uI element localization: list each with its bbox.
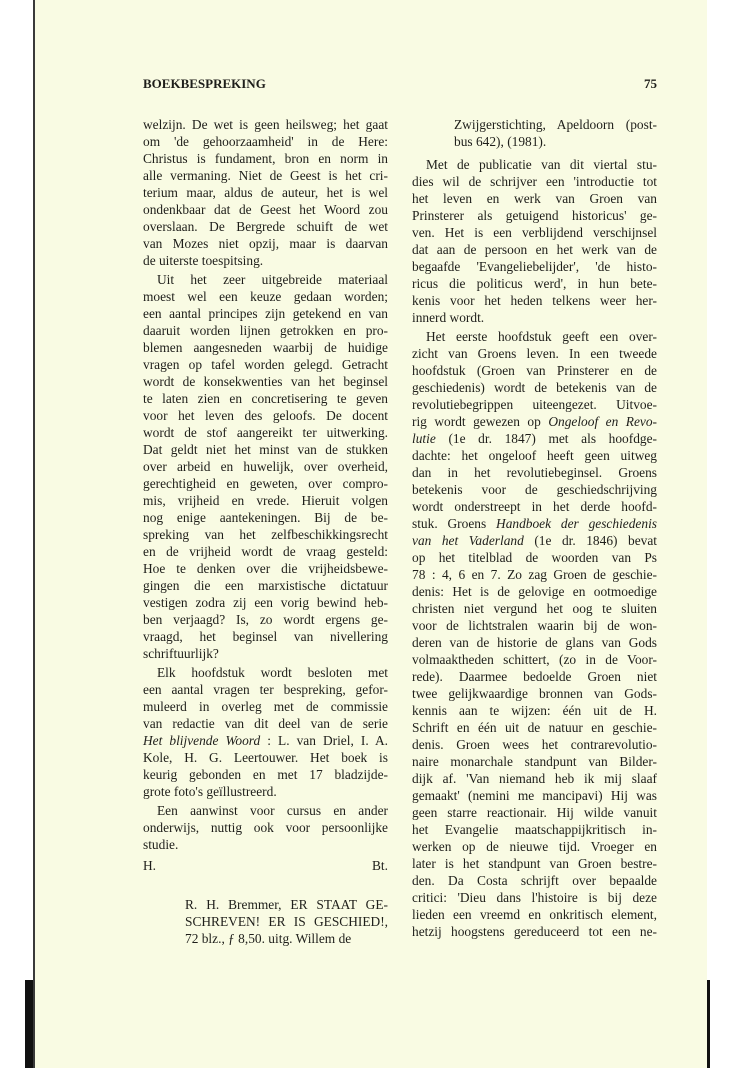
text-line: lieden een vreemd en onkritisch element, [412,907,657,922]
paragraph [143,664,388,800]
text-line: het leven en werk van Groen van [412,191,657,206]
text-line: daaruit worden lijnen getrokken en pro- [143,323,388,338]
text-line: Schrift en één uit de natuur en geschie- [412,720,657,735]
text-line: en de vrijheid wordt de vraag gesteld: [143,544,388,559]
text-line: keurig gebonden en met 17 bladzijde- [143,767,388,782]
right-column [412,116,657,942]
text-line: spreking van het zelfbeschikkingsrecht [143,527,388,542]
text-segment: rig wordt gewezen op [412,414,549,429]
text-line: terium maar, aldus de auteur, het is wel [143,185,388,200]
paragraph [143,802,388,853]
text-line: blemen aangesneden waarbij de huidige [143,340,388,355]
text-line: grote foto's geïllustreerd. [143,784,277,799]
text-line [412,430,657,447]
text-line: rede). Daarmee bedoelde Groen niet [412,669,657,684]
text-line: Een aanwinst voor cursus en ander [157,803,388,818]
text-line: mis, vrijheid en vrede. Hieruit volgen [143,493,388,508]
text-line: Prinsterer als getuigend historicus' ge- [412,208,657,223]
text-line: onderwijs, nuttig ook voor persoonlijke [143,820,388,835]
text-line: 78 : 4, 6 en 7. Zo zag Groen de geschie- [412,567,657,582]
text-line [143,732,388,749]
signature-initial: H. [143,858,157,873]
text-line: dan in het revolutiebeginsel. Groens [412,465,657,480]
text-line: alle vermaning. Niet de Geest is het cri- [143,168,388,183]
paragraph [143,116,388,269]
text-line: Hoe te denken over die vrijheidsbewe- [143,561,388,576]
text-line: christen niet vergund het oog te sluiten [412,601,657,616]
review-heading [143,896,388,947]
italic-title: Handboek der geschiedenis [496,516,658,531]
running-header: BOEKBESPREKING [143,76,266,91]
text-line: revolutiebegrippen uiteengezet. Uitvoe- [412,397,657,412]
text-line [412,413,657,430]
text-line: zicht van Groens leven. In een tweede [412,346,657,361]
text-line: begaafde 'Evangeliebelijder', 'de histo- [412,259,657,274]
text-line: over arbeid en huwelijk, over overheid, [143,459,388,474]
text-segment: (1e dr. 1846) bevat [523,533,657,548]
text-line: ben verjaagd? Is, zo wordt ergens ge- [143,612,388,627]
text-line: Met de publicatie van dit viertal stu- [426,157,657,172]
paragraph [412,328,657,940]
italic-title: Ongeloof en Revo- [548,414,658,429]
text-line: gemaakt' (nemini me mancipavi) Hij was [412,788,657,803]
right-paragraphs [412,156,657,940]
paragraph [412,156,657,326]
text-line: Elk hoofdstuk wordt besloten met [157,665,388,680]
text-line: geschiedenis) wordt de betekenis van de [412,380,657,395]
text-line: naire monarchale standpunt van Bilder- [412,754,657,769]
text-segment: (1e dr. 1847) met als hoofdge- [435,431,657,446]
scanned-page [33,0,707,1068]
text-line: bus 642), (1981). [454,134,547,149]
text-line: voor het leven des geloofs. De docent [143,408,388,423]
text-line: wordt onderstreept in het derde hoofd- [412,499,657,514]
text-line: Dat geldt niet het minst van de stukken [143,442,388,457]
text-line: vraagd, het beginsel van nivellering [143,629,388,644]
text-line: Uit het zeer uitgebreide materiaal [157,272,388,287]
text-line: volmaaktheden schittert, (zo in de Voor- [412,652,657,667]
text-line: een aantal principes zijn getekend en van [143,306,388,321]
text-line: geen starre reactionair. Hij wilde vanuit [412,805,657,820]
text-line: vestigen zodra zij een vorig bewind heb- [143,595,388,610]
text-line: dies wil de schrijver een 'introductie tot [412,174,657,189]
text-line: op het titelblad de woorden van Ps [412,550,657,565]
text-line: de uiterste toespitsing. [143,253,264,268]
left-column [143,116,388,947]
text-line: Zwijgerstichting, Apeldoorn (post- [454,117,657,132]
review-heading-continued [412,116,657,150]
text-line: overslaan. De Bergrede schuift de wet [143,219,388,234]
text-line: welzijn. De wet is geen heilsweg; het gaat [143,117,388,132]
text-line: den. Da Costa schrijft over bepaalde [412,873,657,888]
italic-title: Het blijvende Woord [143,733,261,748]
text-line: betekenis voor de geschiedschrijving [412,482,657,497]
text-line: gingen die een marxistische dictatuur [143,578,388,593]
text-line: ven. Het is een verblijdend verschijnsel [412,225,657,240]
text-line: denis: Het is de gelovige en ootmoedige [412,584,657,599]
text-line: hetzij hoogstens gereduceerd tot een ne- [412,924,657,939]
text-line [412,532,657,549]
text-line: innerd wordt. [412,310,485,325]
text-line: dijk af. 'Van niemand heb ik mij slaaf [412,771,657,786]
text-segment: stuk. Groens [412,516,497,531]
text-line: R. H. Bremmer, ER STAAT GE- [185,897,388,912]
text-line: Christus is fundament, bron en norm in [143,151,388,166]
text-line: studie. [143,837,179,852]
italic-title: van het Vaderland [412,533,524,548]
text-line: denis. Groen wees het contrarevolutio- [412,737,657,752]
text-line: vragen op tafel worden gelegd. Getracht [143,357,388,372]
text-line: ricus die politicus werd', in hun bete- [412,276,657,291]
text-segment: : L. van Driel, I. A. [260,733,388,748]
text-line: om 'de gehoorzaamheid' in de Here: [143,134,388,149]
text-line: kennis aan te wijzen: één uit de H. [412,703,657,718]
text-line: het Evangelie maatschappijkritisch in- [412,822,657,837]
text-line: SCHREVEN! ER IS GESCHIED!, [185,914,388,929]
text-line: voor de lichtstralen waarin bij de won- [412,618,657,633]
italic-title: lutie [412,431,436,446]
signature-abbrev: Bt. [372,858,388,873]
text-line: van Mozes niet opzij, maar is daarvan [143,236,388,251]
text-line: muleerd in overleg met de commissie [143,699,388,714]
text-line: wordt de konsekwenties van het beginsel [143,374,388,389]
text-line: dachte: het ongeloof heeft geen uitweg [412,448,657,463]
text-line: 72 blz., ƒ 8,50. uitg. Willem de [185,931,352,946]
text-line: deren van de historie de glans van Gods [412,635,657,650]
text-line: wordt de stof aangereikt ter uitwerking. [143,425,388,440]
text-line: gerechtigheid en geweten, over compro- [143,476,388,491]
text-line: Het eerste hoofdstuk geeft een over- [426,329,657,344]
text-line: hoofdstuk (Groen van Prinsterer en de [412,363,657,378]
text-line: een aantal vragen ter bespreking, gefor- [143,682,388,697]
text-line: te laten zien en concretisering te geven [143,391,388,406]
text-line: werken op de nieuwe tijd. Vroeger en [412,839,657,854]
text-line: moest wel een keuze gedaan worden; [143,289,388,304]
text-line: ondenkbaar dat de Geest het Woord zou [143,202,388,217]
text-line: dat aan de persoon en het werk van de [412,242,657,257]
text-line: Kole, H. G. Leertouwer. Het boek is [143,750,388,765]
text-line: twee gelijkwaardige bronnen van Gods- [412,686,657,701]
text-line: later is het standpunt van Groen bestre- [412,856,657,871]
text-line: schriftuurlijk? [143,646,219,661]
text-line: critici: 'Dieu dans l'histoire is bij deze [412,890,657,905]
page-number: 75 [644,76,657,91]
text-line: nog enige aantekeningen. Bij de be- [143,510,388,525]
left-paragraphs [143,116,388,853]
reviewer-signature [143,857,388,874]
text-line [412,515,657,532]
paragraph [143,271,388,662]
text-line: kenis voor het heden telkens weer her- [412,293,657,308]
text-line: van redactie van dit deel van de serie [143,716,388,731]
